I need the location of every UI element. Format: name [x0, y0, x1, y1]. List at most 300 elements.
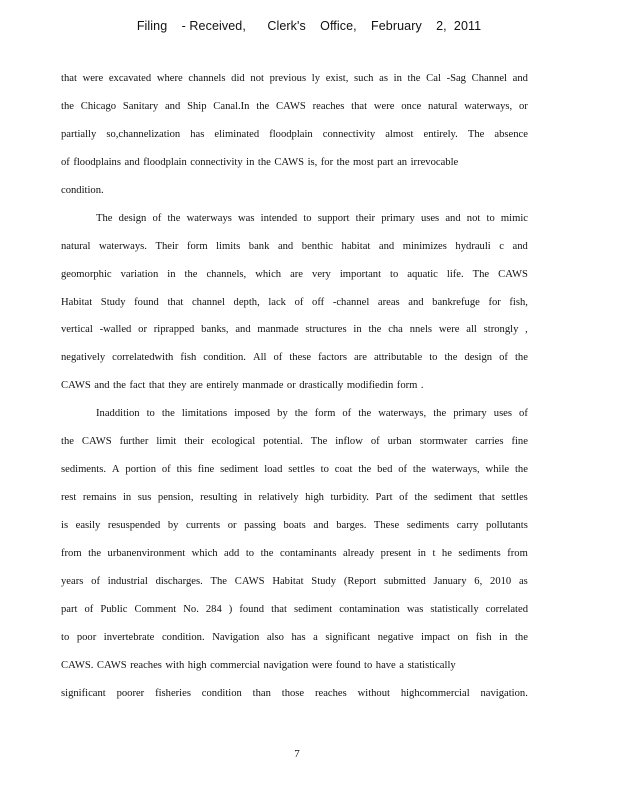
word: were: [373, 100, 395, 112]
word: of: [61, 156, 70, 168]
word: geomorphic: [61, 268, 112, 280]
word: urbanenvironment: [107, 547, 186, 559]
word: are: [353, 352, 367, 364]
word: fine: [197, 464, 215, 476]
word: navigation: [263, 659, 309, 671]
word: vertical: [61, 324, 93, 336]
word: entirely.: [423, 128, 458, 140]
word: relatively: [258, 492, 299, 504]
word: natural: [61, 240, 91, 252]
word: ly: [311, 73, 321, 84]
word: primary: [453, 408, 487, 420]
text-line: [61, 400, 528, 428]
word: condition: [201, 687, 242, 699]
word: exist,: [325, 73, 349, 84]
word: strongly: [483, 324, 519, 336]
word: the: [407, 73, 421, 84]
word: of: [84, 603, 94, 615]
word: and: [445, 212, 461, 224]
word: all: [466, 324, 477, 336]
word: to: [486, 212, 495, 224]
word: to: [429, 352, 438, 364]
word: barges.: [336, 520, 367, 531]
word: (Report: [343, 575, 377, 587]
word: and: [94, 380, 110, 392]
word: rest: [61, 492, 77, 504]
word: reaches: [312, 100, 345, 112]
word: he: [441, 547, 452, 559]
text-line: [61, 652, 528, 680]
word: of: [273, 352, 283, 364]
word: poorer: [116, 687, 145, 699]
word: is,: [307, 156, 318, 168]
word: load: [264, 464, 283, 476]
word: -walled: [99, 324, 132, 336]
word: ecological: [211, 436, 256, 448]
word: variation: [120, 268, 159, 280]
word: portion: [125, 464, 157, 476]
word: The: [210, 575, 227, 587]
word: minimizes: [402, 240, 447, 252]
word: pension,: [157, 492, 194, 504]
word: in: [243, 492, 252, 504]
word: the: [412, 464, 426, 476]
word: CAWS: [61, 380, 91, 392]
word: discharges.: [155, 575, 203, 587]
text-line: [61, 568, 528, 596]
word: not: [250, 73, 264, 84]
word: attributable: [373, 352, 423, 364]
word: fisheries: [155, 687, 191, 699]
word: All: [252, 352, 267, 364]
word: so,channelization: [106, 128, 181, 140]
word: such: [354, 73, 374, 84]
word: the: [161, 408, 175, 420]
word: contamination: [339, 603, 400, 615]
word: Habitat: [61, 296, 93, 308]
word: connectivity: [190, 156, 243, 168]
word: statistically: [407, 659, 456, 671]
word: riprapped: [153, 324, 195, 336]
word: negatively: [61, 352, 106, 364]
word: were: [82, 73, 104, 84]
word: correlated: [485, 603, 528, 615]
text-line: [61, 149, 528, 177]
word: form: [186, 240, 208, 252]
text-line: [61, 456, 528, 484]
word: of: [519, 408, 528, 420]
word: intended: [260, 212, 298, 224]
word: CAWS: [498, 268, 528, 280]
word: of: [398, 464, 408, 476]
word: waterways.: [98, 240, 147, 252]
word: found: [239, 603, 265, 615]
word: mimic: [500, 212, 528, 224]
word: and: [408, 296, 424, 308]
word: Canal.In: [213, 100, 250, 112]
word: have: [375, 659, 396, 671]
word: the: [358, 408, 372, 420]
word: that: [478, 492, 495, 504]
word: the: [514, 631, 528, 643]
word: the: [294, 408, 308, 420]
page-header: Filing - Received, Clerk's Office, February 2, 2011: [136, 19, 482, 33]
word: modifiedin: [346, 380, 394, 392]
text-line: [61, 261, 528, 289]
word: the: [358, 464, 372, 476]
word: as: [518, 575, 528, 587]
word: aquatic: [407, 268, 438, 280]
text-line: [61, 316, 528, 344]
word: from: [61, 547, 82, 559]
text-line: [61, 205, 528, 233]
word: channel: [191, 296, 225, 308]
word: Public: [100, 603, 128, 615]
word: coat: [334, 464, 353, 476]
word: the: [113, 380, 126, 392]
word: waterways,: [378, 408, 427, 420]
word: floodplain: [269, 128, 313, 140]
word: January: [433, 575, 467, 587]
word: easily: [75, 520, 101, 531]
word: bankrefuge: [432, 296, 480, 308]
word: manmade: [257, 324, 299, 336]
word: No.: [183, 603, 199, 615]
word: sediment: [293, 603, 333, 615]
text-line: [61, 233, 528, 261]
word: limit: [156, 436, 177, 448]
word: Comment: [134, 603, 177, 615]
word: the: [167, 212, 181, 224]
word: has: [190, 128, 205, 140]
word: that: [61, 73, 77, 84]
word: is: [61, 520, 69, 531]
word: poor: [76, 631, 97, 643]
word: turbidity.: [330, 492, 369, 504]
word: banks,: [201, 324, 229, 336]
word: CAWS: [276, 100, 306, 112]
word: to: [61, 631, 70, 643]
text-line: [61, 344, 528, 372]
word: design: [118, 212, 147, 224]
word: reaches: [314, 687, 347, 699]
word: was: [406, 603, 424, 615]
word: or: [227, 520, 237, 531]
word: potential.: [263, 436, 303, 448]
word: CAWS: [96, 659, 127, 671]
word: that: [148, 380, 165, 392]
word: to: [146, 408, 155, 420]
word: waterways,: [431, 464, 480, 476]
word: absence: [494, 128, 528, 140]
body-text: [61, 65, 528, 708]
word: of: [152, 212, 162, 224]
word: entirely: [206, 380, 239, 392]
word: the: [368, 324, 382, 336]
word: not: [466, 212, 481, 224]
word: that: [351, 100, 368, 112]
word: and: [512, 240, 528, 252]
word: a: [399, 659, 404, 671]
word: were: [311, 659, 333, 671]
word: in: [353, 324, 362, 336]
word: structures: [305, 324, 347, 336]
word: and: [235, 324, 251, 336]
word: boats: [283, 520, 306, 531]
word: by: [277, 408, 288, 420]
word: areas: [377, 296, 400, 308]
word: the: [514, 352, 528, 364]
word: of: [161, 464, 171, 476]
word: a: [313, 631, 318, 643]
word: to: [320, 464, 329, 476]
word: factors: [318, 352, 347, 364]
word: floodplains: [73, 156, 121, 168]
word: imposed: [234, 408, 271, 420]
word: A: [111, 464, 120, 476]
word: design: [464, 352, 493, 364]
word: Sanitary: [122, 100, 159, 112]
word: urban: [387, 436, 412, 448]
word: to: [245, 547, 255, 559]
word: present: [380, 547, 412, 559]
word: the: [256, 100, 270, 112]
word: their: [355, 212, 376, 224]
word: while: [485, 464, 510, 476]
word: found: [335, 659, 361, 671]
word: waterways: [186, 212, 232, 224]
word: which: [191, 547, 218, 559]
word: bed: [377, 464, 393, 476]
word: high: [305, 492, 324, 504]
word: found: [134, 296, 159, 308]
text-line: [61, 289, 528, 317]
word: resulting: [200, 492, 238, 504]
text-line: [61, 121, 528, 149]
text-line: [61, 428, 528, 456]
word: and: [277, 240, 294, 252]
word: highcommercial: [400, 687, 470, 699]
word: by: [167, 520, 179, 531]
word: already: [342, 547, 375, 559]
word: Channel: [471, 73, 507, 84]
word: c: [499, 240, 504, 252]
word: they: [168, 380, 187, 392]
word: -channel: [332, 296, 370, 308]
word: ,: [525, 324, 528, 336]
word: or: [138, 324, 147, 336]
word: pollutants: [486, 520, 528, 531]
word: t: [432, 547, 436, 559]
word: life.: [446, 268, 464, 280]
word: off: [312, 296, 325, 308]
word: and: [164, 100, 181, 112]
text-line: [61, 177, 528, 205]
word: CAWS: [274, 156, 305, 168]
word: important: [339, 268, 382, 280]
word: for: [320, 156, 334, 168]
word: part: [61, 603, 78, 615]
word: Their: [155, 240, 179, 252]
word: commercial: [210, 659, 261, 671]
word: hydrauli: [455, 240, 491, 252]
word: Ship: [187, 100, 207, 112]
word: manmade: [242, 380, 284, 392]
word: fine: [511, 436, 528, 448]
word: The: [472, 268, 490, 280]
text-line: [61, 596, 528, 624]
word: Chicago: [80, 100, 117, 112]
word: the: [184, 268, 198, 280]
word: fish: [475, 631, 492, 643]
word: from: [507, 547, 528, 559]
word: the: [260, 547, 274, 559]
word: of: [91, 575, 100, 587]
word: once: [401, 100, 422, 112]
word: carries: [475, 436, 504, 448]
word: The: [310, 436, 328, 448]
word: most: [353, 156, 374, 168]
word: contaminants: [280, 547, 337, 559]
word: cha: [388, 324, 403, 336]
word: nnels: [409, 324, 433, 336]
word: than: [252, 687, 271, 699]
word: in: [122, 492, 132, 504]
word: that: [271, 603, 287, 615]
word: previous: [269, 73, 307, 84]
word: limits: [216, 240, 241, 252]
word: carry: [456, 520, 479, 531]
word: and: [313, 520, 329, 531]
word: those: [281, 687, 305, 699]
word: without: [357, 687, 390, 699]
word: The: [467, 128, 485, 140]
word: passing: [244, 520, 276, 531]
word: part: [377, 156, 394, 168]
word: industrial: [107, 575, 148, 587]
word: were: [438, 324, 460, 336]
word: impact: [421, 631, 450, 643]
word: or: [519, 100, 528, 112]
word: to: [364, 659, 373, 671]
word: add: [224, 547, 240, 559]
word: CAWS: [81, 436, 112, 448]
word: connectivity: [322, 128, 376, 140]
word: form: [314, 408, 336, 420]
word: fish,: [509, 296, 528, 308]
word: depth,: [233, 296, 260, 308]
word: -Sag: [446, 73, 466, 84]
word: their: [184, 436, 204, 448]
word: uses: [420, 212, 440, 224]
word: benthic: [301, 240, 333, 252]
word: resuspended: [107, 520, 161, 531]
text-line: [61, 624, 528, 652]
word: sediment: [220, 464, 259, 476]
word: in: [393, 73, 402, 84]
word: as: [379, 73, 388, 84]
word: 284: [205, 603, 222, 615]
word: and: [378, 240, 395, 252]
word: the: [414, 492, 428, 504]
word: the: [444, 352, 458, 364]
word: of: [370, 436, 380, 448]
word: sediments: [406, 520, 450, 531]
word: are: [290, 268, 304, 280]
word: The: [96, 212, 113, 224]
word: eliminated: [214, 128, 260, 140]
word: condition.: [161, 631, 205, 643]
word: Study: [100, 296, 126, 308]
word: in: [499, 631, 508, 643]
word: Inaddition: [96, 408, 140, 420]
word: inflow: [335, 436, 363, 448]
word: to: [303, 212, 312, 224]
word: sediments: [458, 547, 501, 559]
text-line: [61, 680, 528, 708]
word: for: [488, 296, 501, 308]
word: are: [189, 380, 203, 392]
word: bank: [248, 240, 270, 252]
word: lack: [268, 296, 286, 308]
word: limitations: [181, 408, 228, 420]
word: that: [167, 296, 184, 308]
word: years: [61, 575, 84, 587]
word: Part: [375, 492, 393, 504]
text-line: [61, 540, 528, 568]
word: Study: [311, 575, 337, 587]
word: channels: [188, 73, 226, 84]
word: navigation.: [480, 687, 528, 699]
word: statistically: [430, 603, 479, 615]
word: in: [417, 547, 426, 559]
word: further: [119, 436, 149, 448]
word: negative: [377, 631, 414, 643]
word: settles: [501, 492, 528, 504]
word: excavated: [108, 73, 152, 84]
word: the: [514, 464, 528, 476]
word: correlatedwith: [112, 352, 174, 364]
word: channels,: [206, 268, 247, 280]
page-number: 7: [294, 748, 300, 760]
word: 6,: [474, 575, 483, 587]
word: of: [499, 352, 508, 364]
word: and: [124, 156, 140, 168]
word: waterways,: [464, 100, 513, 112]
text-line: [61, 372, 528, 400]
word: where: [156, 73, 183, 84]
word: irrevocable: [410, 156, 459, 168]
word: to: [390, 268, 399, 280]
text-line: [61, 93, 528, 121]
word: significant: [325, 631, 371, 643]
word: in: [167, 268, 176, 280]
word: fish: [180, 352, 197, 364]
word: CAWS.: [61, 659, 94, 671]
word: an: [397, 156, 408, 168]
text-line: [61, 512, 528, 540]
word: fact: [129, 380, 146, 392]
word: Navigation: [212, 631, 260, 643]
word: this: [176, 464, 192, 476]
word: drastically: [299, 380, 344, 392]
word: 2010: [490, 575, 512, 587]
word: the: [61, 100, 74, 112]
text-line: [61, 484, 528, 512]
word: sediment: [434, 492, 473, 504]
word: in: [246, 156, 255, 168]
word: on: [457, 631, 469, 643]
